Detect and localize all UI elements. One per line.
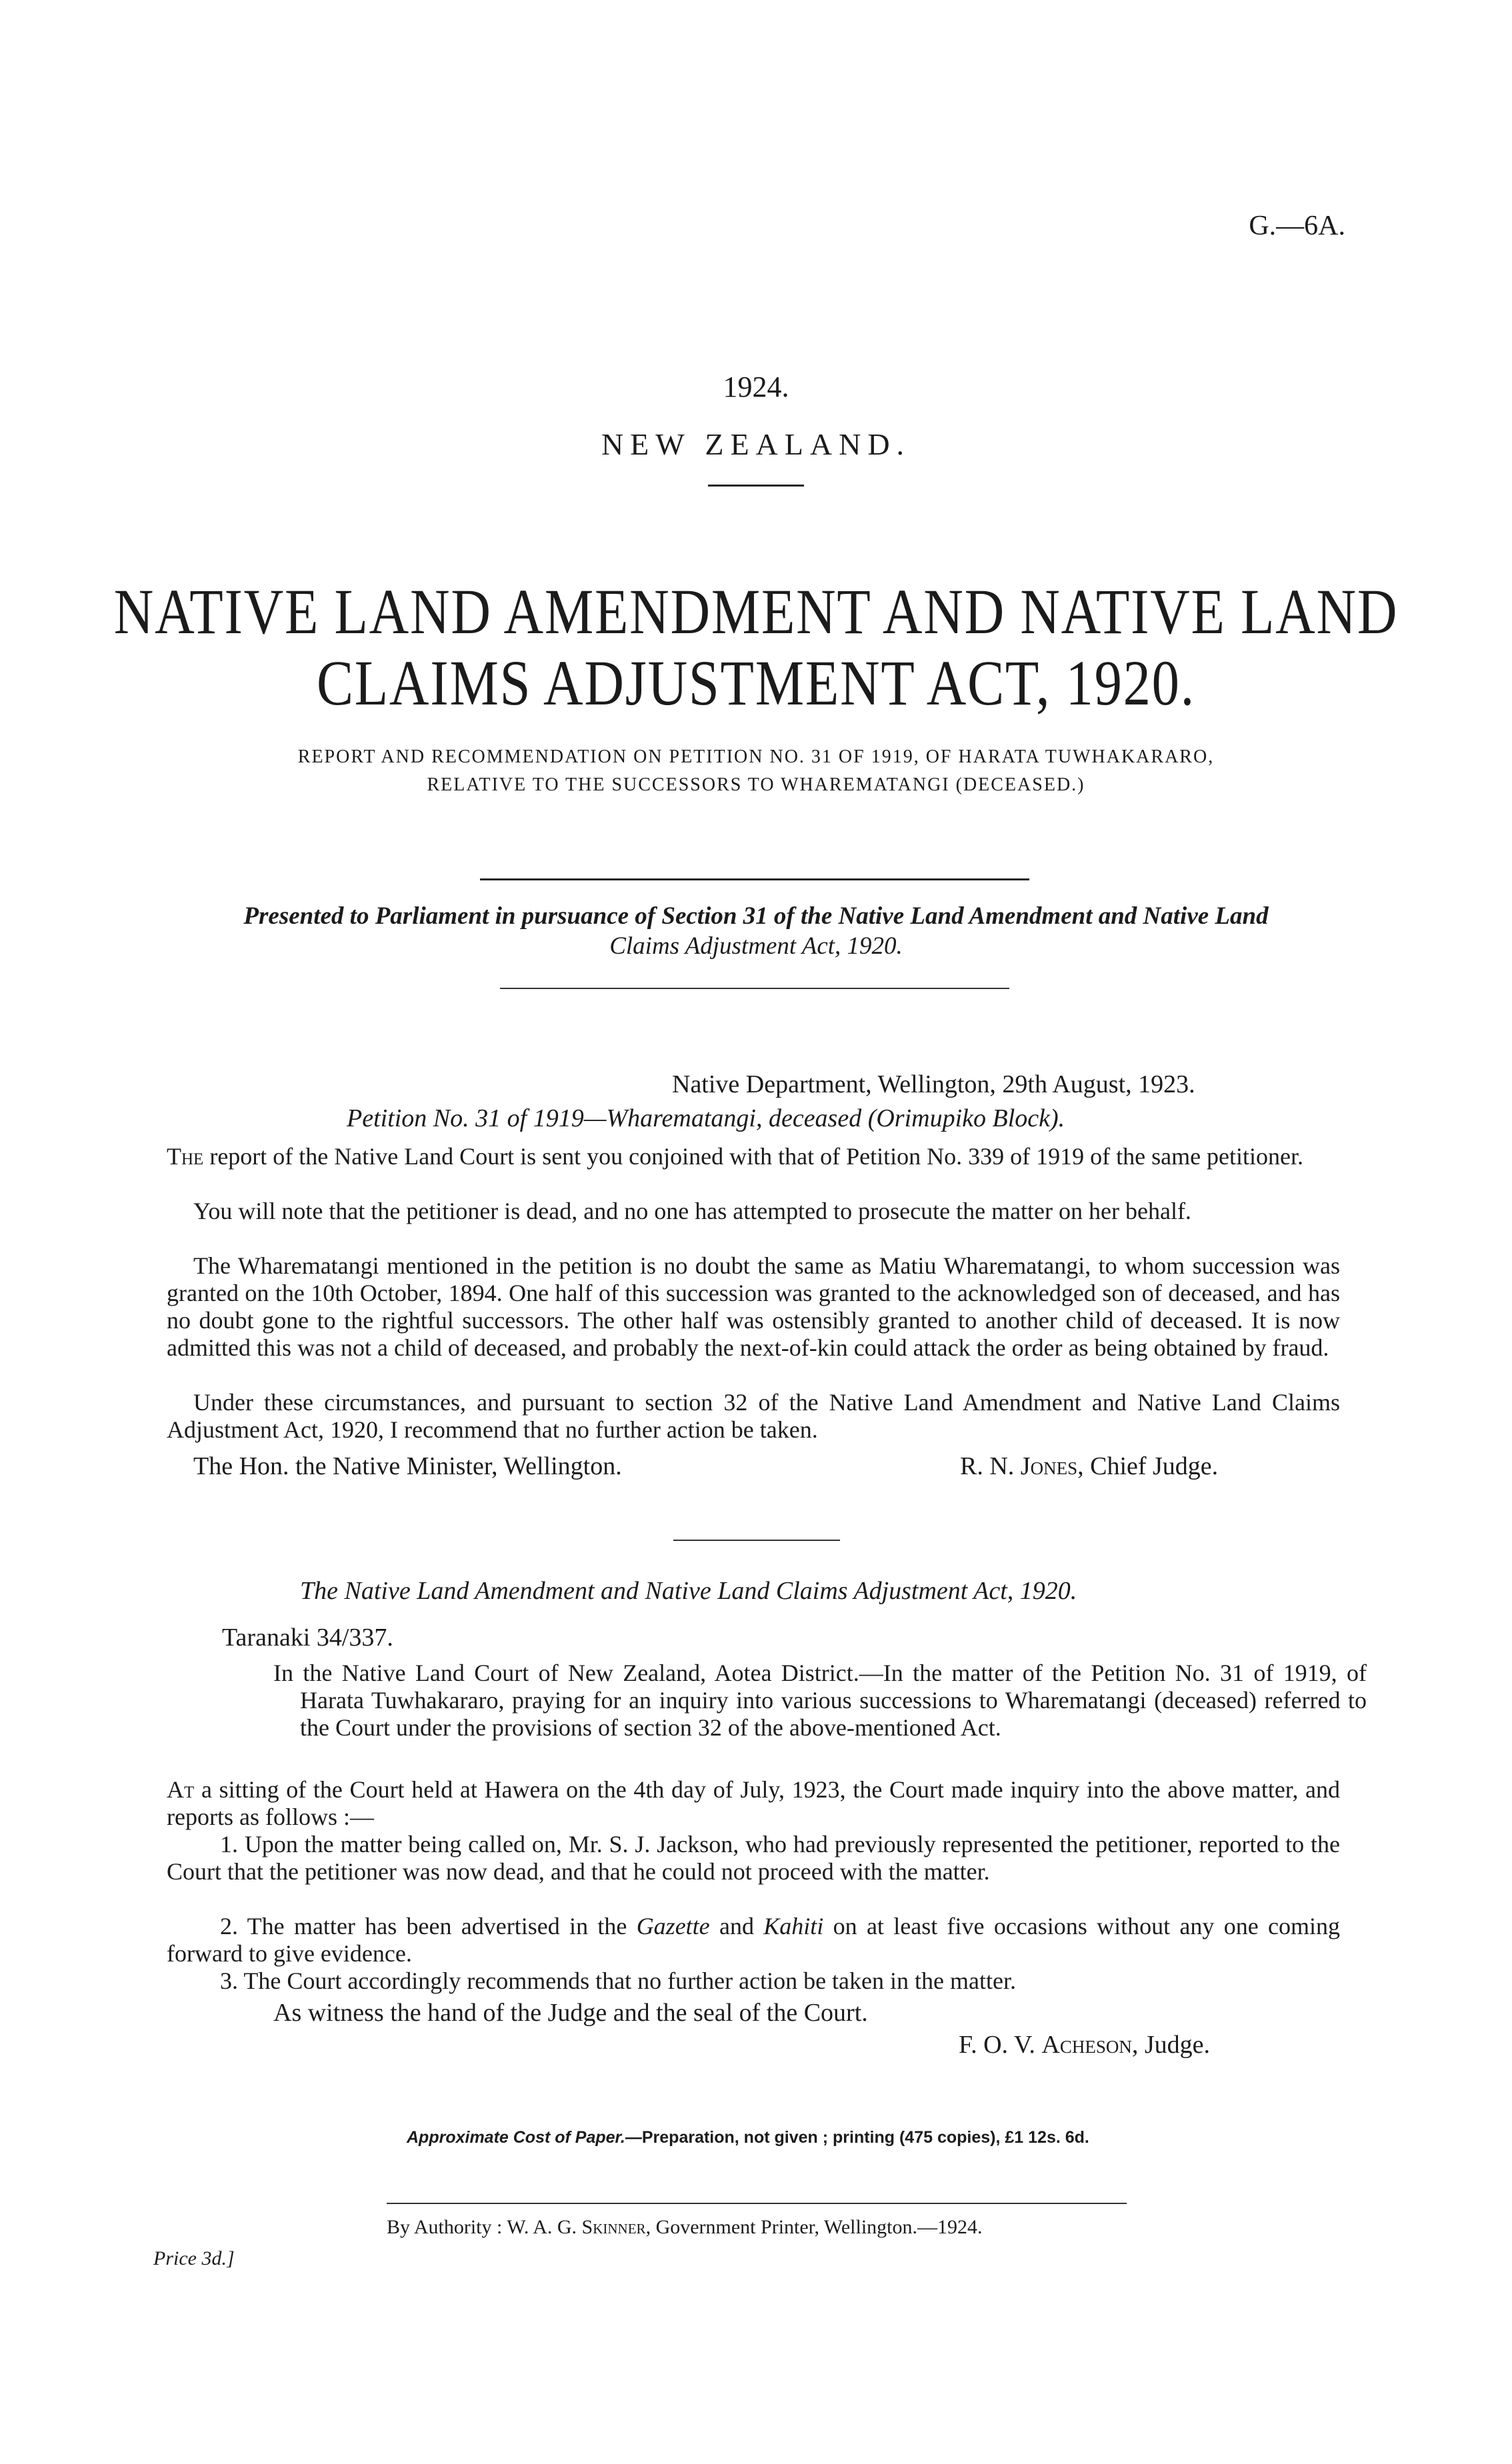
title-line-1: NATIVE LAND AMENDMENT AND NATIVE LAND xyxy=(113,576,1399,647)
letter-place-date: Native Department, Wellington, 29th August, 1923. xyxy=(672,1070,1195,1098)
drop-word: At xyxy=(167,1776,195,1803)
letter-signature xyxy=(960,1453,1218,1480)
court-item-3: 3. The Court accordingly recommends that no further action be taken in the matter. xyxy=(220,1967,1016,1994)
judge-name: Acheson xyxy=(1041,2031,1132,2059)
price: Price 3d.] xyxy=(153,2247,235,2269)
signer-initials: R. N. xyxy=(960,1452,1021,1480)
court-file-reference: Taranaki 34/337. xyxy=(222,1624,393,1652)
court-intro xyxy=(167,1776,1340,1831)
authority-text: , Government Printer, Wellington.—1924. xyxy=(645,2216,983,2238)
letter-paragraph-3: The Wharematangi mentioned in the petition is no doubt the same as Matiu Wharematangi, to whom succession was granted on the 10th October, 1894. One half of this succession was granted to the acknowledged son of deceased, and has no doubt gone to the rightful successors. The other half was ostensibly granted to another child of deceased. It is now admitted this was not a child of deceased, and probably the next-of-kin could attack the order as being obtained by fraud. xyxy=(167,1252,1340,1361)
paragraph-text: 2. The matter has been advertised in the xyxy=(220,1913,637,1939)
short-rule xyxy=(673,1540,840,1541)
letter-paragraph-1 xyxy=(167,1143,1340,1170)
court-matter: In the Native Land Court of New Zealand, Aotea District.—In the matter of the Petition No. 31 of 1919, of Harata Tuwhakararo, praying for an inquiry into various successions to Wharematangi (deceased) referred to the Court under the provisions of section 32 of the above-mentioned Act. xyxy=(273,1660,1367,1741)
printer-name: Skinner xyxy=(581,2216,646,2238)
letter-paragraph-4: Under these circumstances, and pursuant to section 32 of the Native Land Amendment and Native Land Claims Adjustment Act, 1920, I recommend that no further action be taken. xyxy=(167,1389,1340,1443)
section-rule xyxy=(500,988,1009,989)
court-witness: As witness the hand of the Judge and the seal of the Court. xyxy=(273,1999,868,2027)
title-line-2: CLAIMS ADJUSTMENT ACT, 1920. xyxy=(316,647,1196,718)
court-item-1: 1. Upon the matter being called on, Mr. S. J. Jackson, who had previously represented the petitioner, reported to the Court that the petitioner was now dead, and that he could not proceed with the matter. xyxy=(167,1831,1340,1885)
cost-text: —Preparation, not given ; printing (475 copies), £1 12s. 6d. xyxy=(625,2128,1089,2147)
gazette-title: Gazette xyxy=(636,1913,710,1939)
letter-paragraph-2: You will note that the petitioner is dead, and no one has attempted to prosecute the matter on her behalf. xyxy=(193,1198,1191,1224)
judge-title: , Judge. xyxy=(1131,2031,1211,2059)
section-rule xyxy=(480,878,1029,880)
paragraph-text: report of the Native Land Court is sent you conjoined with that of Petition No. 339 of 1919 of the same petitioner. xyxy=(203,1143,1304,1170)
authority-text: By Authority : W. A. G. xyxy=(387,2216,582,2238)
country-heading: NEW ZEALAND. xyxy=(601,427,911,461)
drop-word: The xyxy=(167,1143,204,1170)
court-heading: The Native Land Amendment and Native Land Claims Adjustment Act, 1920. xyxy=(300,1577,1077,1605)
paragraph-text: and xyxy=(709,1913,764,1939)
judge-signature xyxy=(959,2031,1210,2059)
printer-authority xyxy=(387,2216,983,2239)
paragraph-text: on at least five occasions without any one coming forward to give evidence. xyxy=(167,1913,1340,1967)
cost-label: Approximate Cost of Paper. xyxy=(407,2128,625,2147)
judge-initials: F. O. V. xyxy=(959,2031,1042,2059)
presented-line-1: Presented to Parliament in pursuance of Section 31 of the Native Land Amendment and Native Land xyxy=(243,902,1269,930)
footer-rule xyxy=(387,2203,1127,2204)
court-item-2 xyxy=(167,1913,1340,1967)
presented-line-2: Claims Adjustment Act, 1920. xyxy=(609,932,903,960)
cost-of-paper xyxy=(407,2128,1089,2147)
kahiti-title: Kahiti xyxy=(763,1913,824,1939)
signer-name: Jones xyxy=(1020,1452,1078,1480)
subtitle-line-2: RELATIVE TO THE SUCCESSORS TO WHAREMATANGI (DECEASED.) xyxy=(427,774,1085,795)
year: 1924. xyxy=(723,371,789,403)
signer-title: , Chief Judge. xyxy=(1077,1452,1219,1480)
letter-addressee: The Hon. the Native Minister, Wellington. xyxy=(193,1452,622,1480)
short-rule xyxy=(708,485,804,487)
document-reference: G.—6A. xyxy=(1249,211,1345,241)
paragraph-text: a sitting of the Court held at Hawera on the 4th day of July, 1923, the Court made inquiry into the above matter, and reports as follows :— xyxy=(167,1776,1340,1830)
letter-heading: Petition No. 31 of 1919—Wharematangi, deceased (Orimupiko Block). xyxy=(347,1104,1065,1132)
subtitle-line-1: REPORT AND RECOMMENDATION ON PETITION NO. 31 OF 1919, OF HARATA TUWHAKARARO, xyxy=(297,746,1215,767)
